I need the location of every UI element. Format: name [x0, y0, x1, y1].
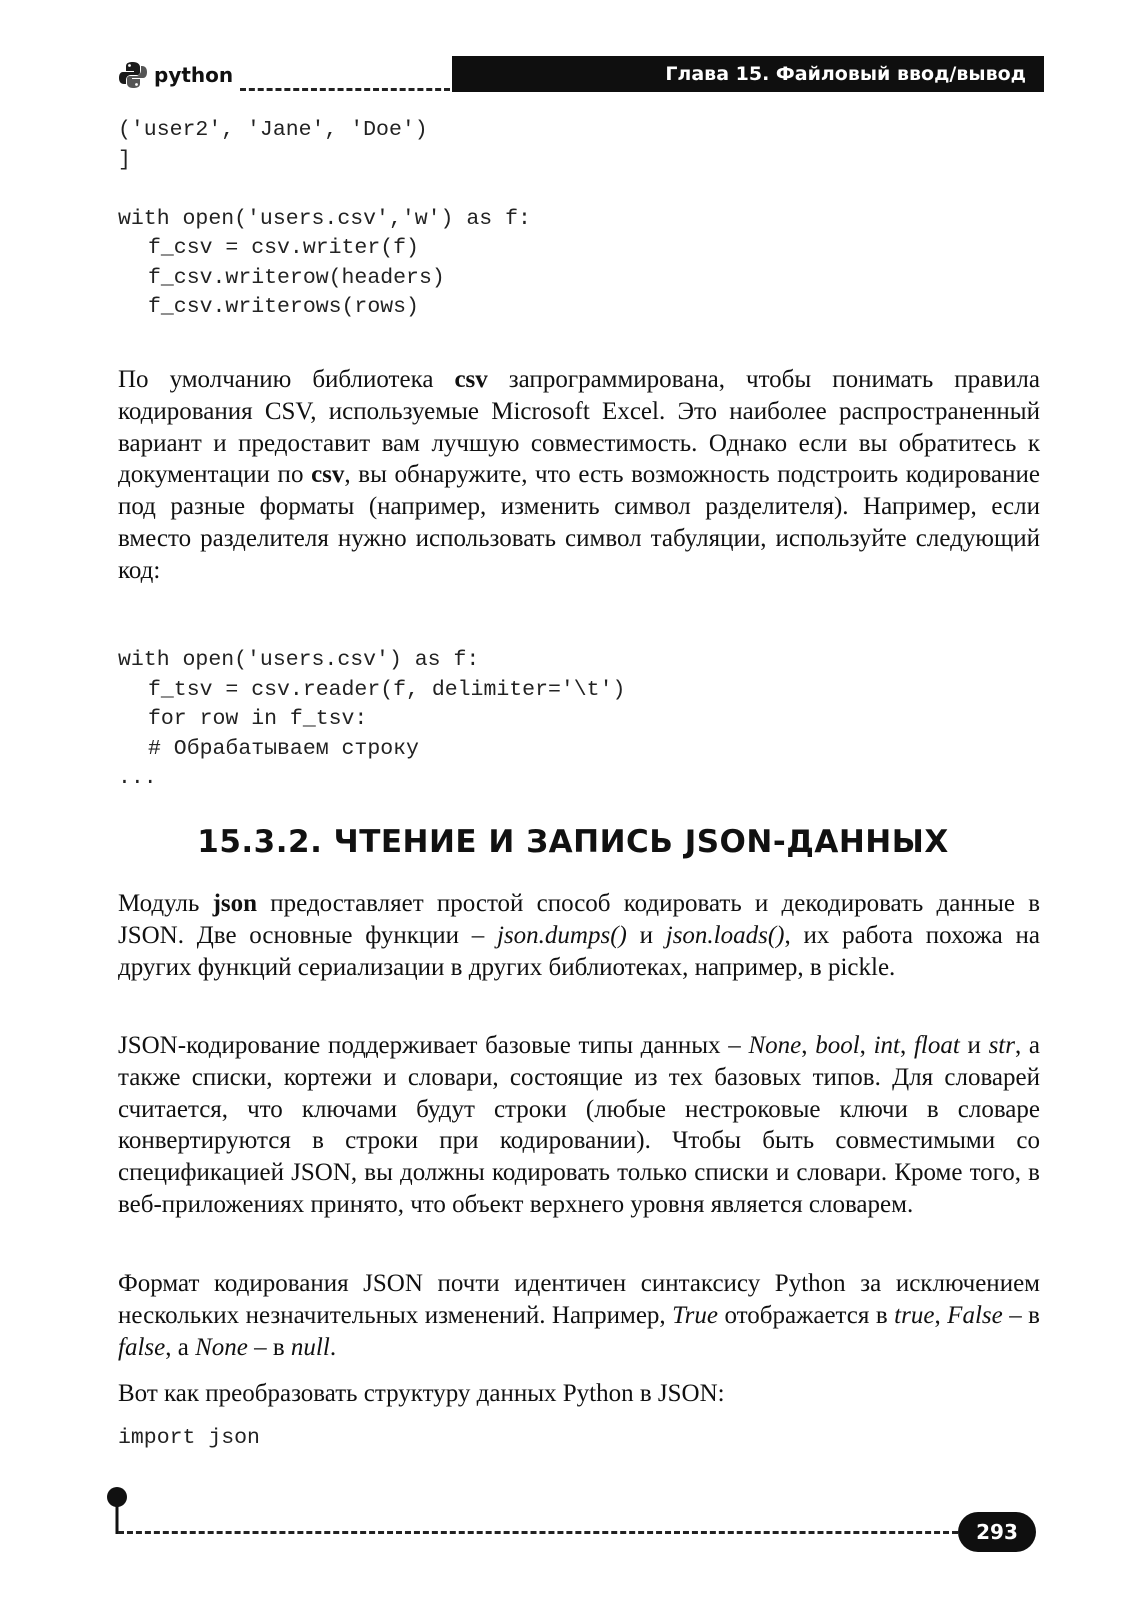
page-number-badge: 293 — [958, 1512, 1036, 1552]
text-run: и — [959, 1032, 989, 1059]
chapter-title: Глава 15. Файловый ввод/вывод — [452, 56, 1044, 92]
text-run: , — [900, 1032, 914, 1059]
italic-term: str — [988, 1032, 1015, 1059]
italic-term: json.loads() — [665, 921, 785, 949]
code-line: f_csv.writerow(headers) — [148, 265, 445, 290]
text-run: JSON-кодирование поддерживает базовые типы данных – — [118, 1032, 749, 1059]
body-paragraph — [118, 1030, 1040, 1221]
body-paragraph — [118, 1268, 1040, 1363]
body-paragraph — [118, 888, 1040, 983]
code-line: import json — [118, 1426, 260, 1450]
python-logo-icon — [118, 60, 148, 90]
italic-term: int — [873, 1032, 900, 1059]
text-run: предоставляет простой способ кодировать и декодировать данные в JSON. Две основные функции – — [118, 890, 1041, 949]
text-run: – в — [247, 1333, 291, 1361]
text-run: . — [329, 1333, 337, 1361]
text-run: , их работа похожа на других функций сериализации в других библиотеках, например, в pickle. — [118, 921, 1040, 981]
code-line: f_csv.writerows(rows) — [148, 295, 419, 319]
italic-term: null — [290, 1333, 330, 1361]
italic-term: true — [894, 1301, 935, 1329]
text-run: Модуль — [118, 890, 213, 917]
code-line: ('user2', 'Jane', 'Doe') — [118, 118, 428, 142]
text-run: , вы обнаружите, что есть возможность подстроить кодирование под разные форматы (например, изменить символ разделителя). Например, если вместо разделителя нужно использовать символ табуляции, используйте следующий код: — [118, 461, 1040, 584]
code-line: ] — [118, 147, 131, 172]
logo-text: python — [154, 63, 234, 87]
italic-term: None — [748, 1032, 802, 1059]
code-line: # Обрабатываем строку — [148, 736, 419, 761]
text-run: По умолчанию библиотека — [118, 366, 455, 393]
text-run: , — [859, 1032, 874, 1059]
text-run: и — [626, 921, 666, 949]
code-block — [118, 1424, 260, 1454]
code-line: with open('users.csv','w') as f: — [118, 206, 531, 231]
text-run: , а — [165, 1333, 196, 1361]
code-line: with open('users.csv') as f: — [118, 648, 480, 672]
code-line: for row in f_tsv: — [148, 707, 368, 731]
code-block — [118, 116, 531, 323]
italic-term: float — [913, 1032, 960, 1059]
italic-term: False — [947, 1301, 1003, 1329]
body-paragraph — [118, 364, 1040, 587]
text-run: отображается в — [718, 1301, 895, 1329]
bold-term: csv — [454, 366, 488, 393]
body-paragraph: Вот как преобразовать структуру данных Python в JSON: — [118, 1380, 725, 1407]
code-line: f_csv = csv.writer(f) — [148, 236, 419, 260]
italic-term: bool — [815, 1032, 860, 1059]
code-line: f_tsv = csv.reader(f, delimiter='\t') — [148, 677, 626, 702]
page-header — [0, 0, 1146, 110]
code-line: ... — [118, 766, 157, 790]
python-logo — [118, 60, 233, 90]
italic-term: None — [195, 1333, 248, 1361]
italic-term: json.dumps() — [497, 921, 627, 949]
code-line — [118, 175, 531, 205]
bold-term: csv — [311, 461, 345, 489]
footer-divider — [118, 1531, 958, 1534]
text-run: , — [801, 1032, 816, 1059]
header-divider — [240, 88, 450, 91]
pin-icon — [106, 1486, 128, 1536]
text-run: , а также списки, кортежи и словари, состоящие из тех базовых типов. Для словарей считается, что ключами будут строки (любые нестроковые ключи в словаре конвертируются в строки при кодировании). Чтобы быть совместимыми со спецификацией JSON, вы должны кодировать только списки и словари. Кроме того, в веб-приложениях принято, что объект верхнего уровня является словарем. — [118, 1032, 1041, 1218]
text-run: Формат кодирования JSON почти идентичен синтаксису Python за исключением нескольких незначительных изменений. Например, — [118, 1270, 1040, 1329]
italic-term: false — [118, 1333, 166, 1361]
section-heading: 15.3.2. ЧТЕНИЕ И ЗАПИСЬ JSON-ДАННЫХ — [197, 824, 949, 860]
text-run: запрограммирована, чтобы понимать правила кодирования CSV, используемые Microsoft Excel. Это наиболее распространенный вариант и предоставит вам лучшую совместимость. Однако если вы обратитесь к документации по — [118, 366, 1040, 489]
text-run: , — [934, 1301, 948, 1329]
bold-term: json — [212, 890, 258, 917]
text-run: – в — [1002, 1301, 1040, 1329]
italic-term: True — [672, 1301, 719, 1329]
code-block — [118, 646, 625, 794]
